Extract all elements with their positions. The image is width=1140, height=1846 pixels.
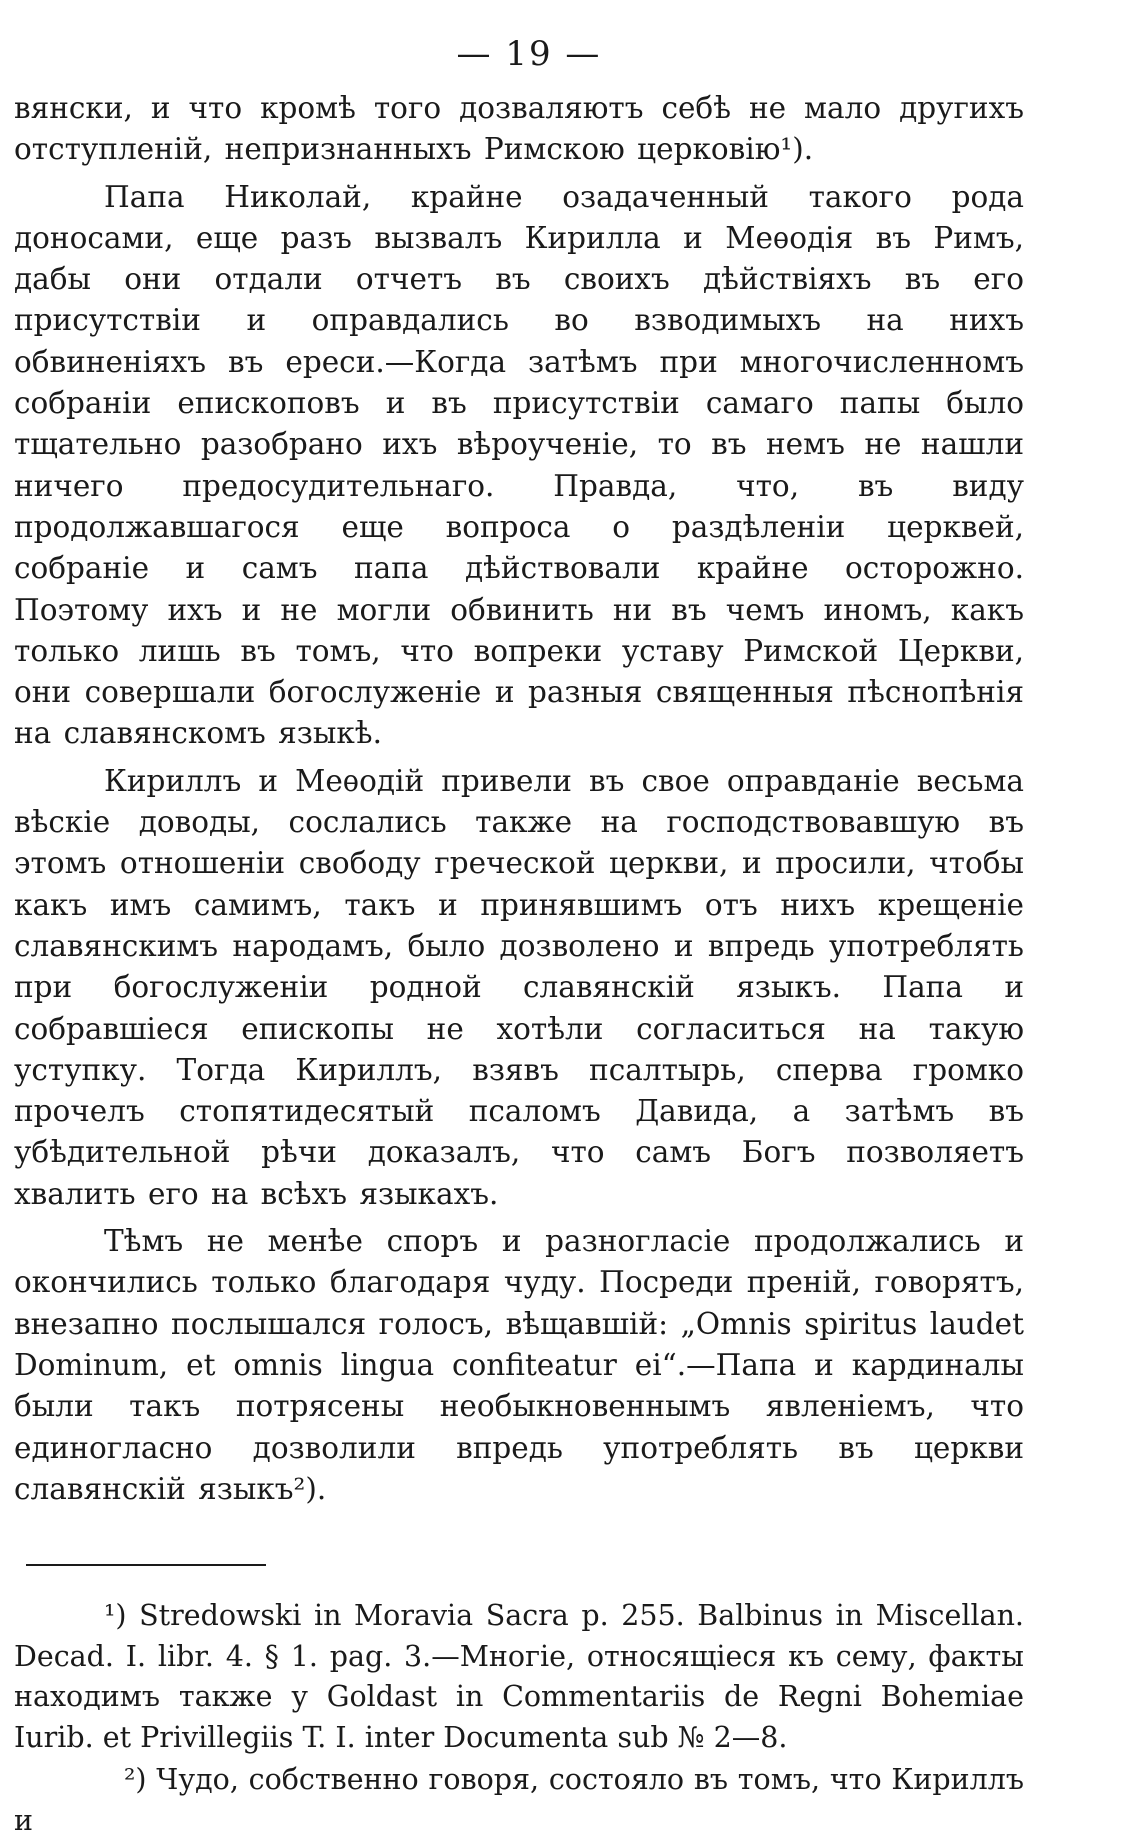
document-page	[14, 28, 1024, 1841]
paragraph-1: вянски, и что кромѣ того дозваляютъ себѣ не мало другихъ отступленій, непризнанныхъ Римскою церковію¹).	[14, 91, 1024, 167]
footnotes	[14, 1596, 1024, 1841]
footnote-divider	[26, 1564, 266, 1566]
body-text	[14, 88, 1024, 1510]
paragraph-2: Папа Николай, крайне озадаченный такого рода доносами, еще разъ вызвалъ Кирилла и Меѳодія въ Римъ, дабы они отдали отчетъ въ своихъ дѣйствіяхъ въ его присутствіи и оправдались во взводимыхъ на нихъ обвиненіяхъ въ ереси.—Когда затѣмъ при многочисленномъ собраніи епископовъ и въ присутствіи самаго папы было тщательно разобрано ихъ вѣроученіе, то въ немъ не нашли ничего предосудительнаго. Правда, что, въ виду продолжавшагося еще вопроса о раздѣленіи церквей, собраніе и самъ папа дѣйствовали крайне осторожно. Поэтому ихъ и не могли обвинить ни въ чемъ иномъ, какъ только лишь въ томъ, что вопреки уставу Римской Церкви, они совершали богослуженіе и разныя священныя пѣснопѣнія на славянскомъ языкѣ.	[14, 179, 1024, 751]
paragraph-3: Кириллъ и Меѳодій привели въ свое оправданіе весьма вѣскіе доводы, сослались также на господствовавшую въ этомъ отношеніи свободу греческой церкви, и просили, чтобы какъ имъ самимъ, такъ и принявшимъ отъ нихъ крещеніе славянскимъ народамъ, было дозволено и впредь употреблять при богослуженіи родной славянскій языкъ. Папа и собравшіеся епископы не хотѣли согласиться на такую уступку. Тогда Кириллъ, взявъ псалтырь, сперва громко прочелъ стопятидесятый псаломъ Давида, а затѣмъ въ убѣдительной рѣчи доказалъ, что самъ Богъ позволяетъ хвалить его на всѣхъ языкахъ.	[14, 763, 1024, 1211]
footnote-1: ¹) Stredowski in Moravia Sacra p. 255. Balbinus in Miscellan. Decad. I. libr. 4. § 1. pag. 3.—Многіе, относящіеся къ сему, факты находимъ также у Goldast in Commentariis de Regni Bohemiae Iurib. et Privillegiis T. I. inter Documenta sub № 2—8.	[14, 1599, 1024, 1754]
paragraph-4: Тѣмъ не менѣе споръ и разногласіе продолжались и окончились только благодаря чуду. Посреди преній, говорятъ, внезапно послышался голосъ, вѣщавшій: „Omnis spiritus laudet Dominum, et omnis lingua confiteatur ei“.—Папа и кардиналы были такъ потрясены необыкновеннымъ явленіемъ, что единогласно дозволили впредь употреблять въ церкви славянскій языкъ²).	[14, 1224, 1024, 1506]
page-number: — 19 —	[456, 34, 602, 74]
footnote-2: ²) Чудо, собственно говоря, состояло въ томъ, что Кириллъ и	[14, 1763, 1024, 1837]
